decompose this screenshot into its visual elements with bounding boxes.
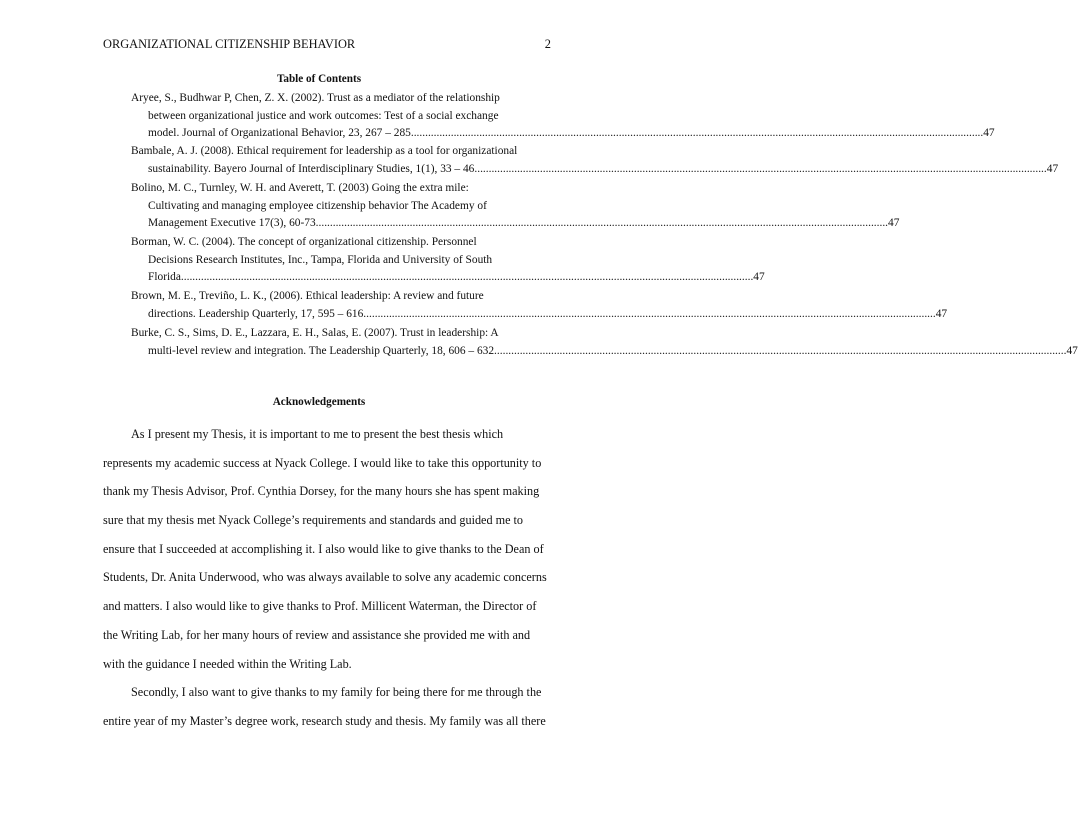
toc-entry-line: Bolino, M. C., Turnley, W. H. and Averett, T. (2003) Going the extra mile: <box>131 182 469 194</box>
toc-entry <box>131 143 1059 178</box>
toc-entry-line: Decisions Research Institutes, Inc., Tampa, Florida and University of South <box>148 253 493 266</box>
toc-entry-leader-line <box>131 161 1059 179</box>
running-head-title: ORGANIZATIONAL CITIZENSHIP BEHAVIOR <box>103 37 356 51</box>
toc-entry-leader-line <box>131 215 900 233</box>
toc-entry-page: 47 <box>753 271 765 284</box>
body-line: with the guidance I needed within the Writing Lab. <box>103 656 352 671</box>
toc-entry-leader-line <box>131 269 765 287</box>
toc-entry-page: 47 <box>1046 162 1059 175</box>
page-number: 2 <box>544 37 551 51</box>
toc-entry-page: 47 <box>888 217 900 230</box>
body-line: and matters. I also would like to give thanks to Prof. Millicent Waterman, the Director of <box>103 599 537 614</box>
body-line: thank my Thesis Advisor, Prof. Cynthia Dorsey, for the many hours she has spent making <box>103 484 540 499</box>
toc-entry-line: Borman, W. C. (2004). The concept of organizational citizenship. Personnel <box>131 236 477 248</box>
toc-entry-line: between organizational justice and work outcomes: Test of a social exchange <box>148 109 499 122</box>
acknowledgements-body <box>103 420 563 736</box>
acknowledgements-heading: Acknowledgements <box>272 396 366 408</box>
toc-entry-page: 47 <box>983 127 995 140</box>
toc-entry-line: directions. Leadership Quarterly, 17, 595 – 616. <box>148 307 367 320</box>
toc-entry <box>131 325 1078 360</box>
toc-entry <box>131 234 765 287</box>
dot-leader: ........................................................................................................................................................................................................ <box>477 162 1047 175</box>
toc-entry-line: Brown, M. E., Treviño, L. K., (2006). Ethical leadership: A review and future <box>131 290 484 302</box>
toc-entry-page: 47 <box>935 307 948 320</box>
toc-entry-line: Bambale, A. J. (2008). Ethical requirement for leadership as a tool for organizational <box>131 145 518 157</box>
toc-entry-page: 47 <box>1066 344 1078 357</box>
toc-heading: Table of Contents <box>276 73 362 85</box>
body-line: Secondly, I also want to give thanks to my family for being there for me through the <box>131 685 542 700</box>
toc-entry-line: sustainability. Bayero Journal of Interdisciplinary Studies, 1(1), 33 – 46. <box>148 162 478 175</box>
body-line: Students, Dr. Anita Underwood, who was always available to solve any academic concerns <box>103 570 547 585</box>
toc-entry-line: Burke, C. S., Sims, D. E., Lazzara, E. H., Salas, E. (2007). Trust in leadership: A <box>131 327 499 339</box>
running-head <box>103 37 551 52</box>
dot-leader: ........................................................................................................................................................................................................ <box>183 271 754 284</box>
toc-entry-line: model. Journal of Organizational Behavior, 23, 267 – 285. <box>148 127 414 140</box>
dot-leader: ........................................................................................................................................................................................................ <box>496 344 1067 357</box>
body-line: entire year of my Master’s degree work, research study and thesis. My family was all there <box>103 713 546 728</box>
body-line: sure that my thesis met Nyack College’s requirements and standards and guided me to <box>103 513 524 528</box>
toc-entry-leader-line <box>131 343 1078 361</box>
toc-entry-line: Cultivating and managing employee citizenship behavior The Academy of <box>148 199 487 212</box>
body-line: the Writing Lab, for her many hours of review and assistance she provided me with and <box>103 627 531 642</box>
toc-entry-leader-line <box>131 125 995 143</box>
dot-leader: ........................................................................................................................................................................................................ <box>318 217 889 230</box>
toc-entry <box>131 180 900 233</box>
toc-entry-leader-line <box>131 306 948 324</box>
dot-leader: ........................................................................................................................................................................................................ <box>413 127 984 140</box>
toc-entry-line: Aryee, S., Budhwar P, Chen, Z. X. (2002). Trust as a mediator of the relationship <box>131 92 500 104</box>
body-line: ensure that I succeeded at accomplishing it. I also would like to give thanks to the Dean of <box>103 541 544 556</box>
toc-entry-line: multi-level review and integration. The Leadership Quarterly, 18, 606 – 632. <box>148 344 497 357</box>
toc-entry <box>131 288 948 323</box>
toc-entry-line: Management Executive 17(3), 60-73. <box>148 217 319 230</box>
body-line: represents my academic success at Nyack College. I would like to take this opportunity to <box>103 455 542 470</box>
toc-entry-line: Florida. <box>148 271 184 284</box>
dot-leader: ........................................................................................................................................................................................................ <box>366 307 936 320</box>
toc-entry <box>131 90 995 143</box>
body-line: As I present my Thesis, it is important to me to present the best thesis which <box>131 427 504 441</box>
